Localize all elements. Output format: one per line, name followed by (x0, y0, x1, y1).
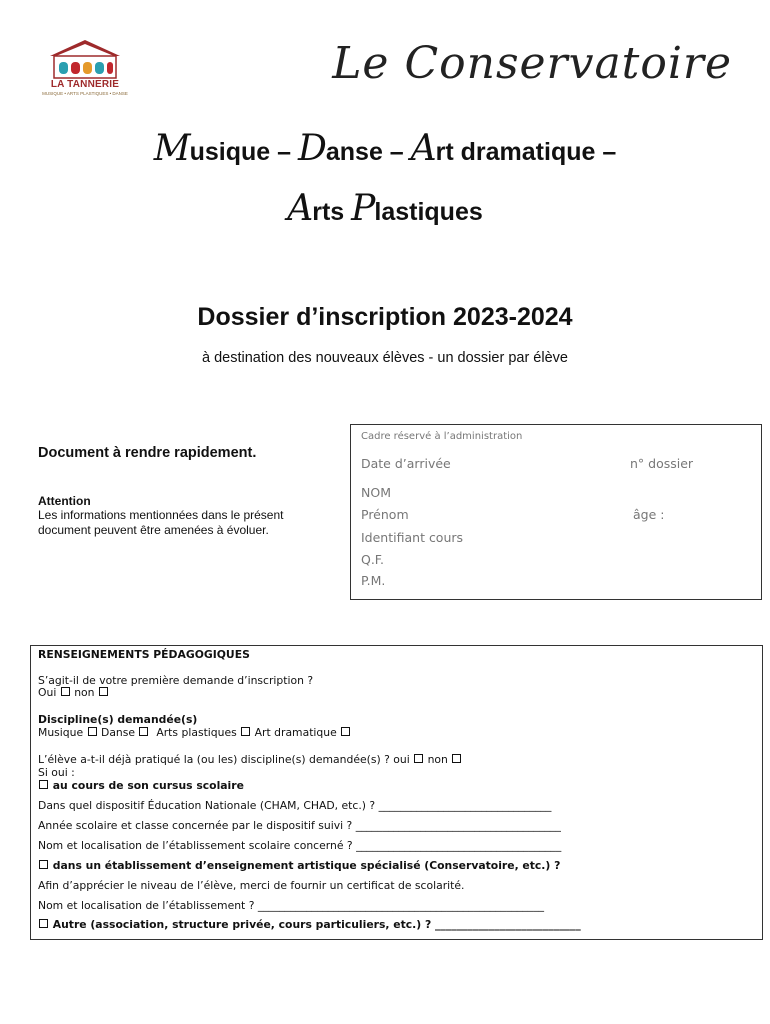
practiced-non-checkbox[interactable] (452, 754, 461, 763)
dispositif-field[interactable]: Dans quel dispositif Éducation Nationale (CHAM, CHAD, etc.) ? ________________________________ (38, 799, 552, 812)
localisation-etablissement-field[interactable]: Nom et localisation de l’établissement ? _____________________________________________________ (38, 899, 544, 912)
render-notice: Document à rendre rapidement. (38, 445, 257, 461)
attention-text: Les informations mentionnées dans le présent document peuvent être amenées à évoluer. (38, 508, 284, 537)
localisation-scolaire-field[interactable]: Nom et localisation de l’établissement scolaire concerné ? ______________________________________ (38, 839, 562, 852)
pedagogie-box (30, 645, 763, 940)
qf-field[interactable]: Q.F. (361, 552, 384, 567)
autre-option: Autre (association, structure privée, cours particuliers, etc.) ? ___________________________ (38, 918, 581, 931)
non-checkbox[interactable] (99, 687, 108, 696)
question-practiced: L’élève a-t-il déjà pratiqué la (ou les) discipline(s) demandée(s) ? oui non (38, 753, 462, 766)
arts-plastiques-checkbox[interactable] (241, 727, 250, 736)
musique-checkbox[interactable] (88, 727, 97, 736)
title-line-2: Arts Plastiques (287, 188, 483, 229)
etablissement-option: dans un établissement d’enseignement artistique spécialisé (Conservatoire, etc.) ? (38, 859, 560, 872)
dossier-title: Dossier d’inscription 2023-2024 (197, 303, 573, 331)
prenom-field[interactable]: Prénom (361, 507, 409, 522)
nom-field[interactable]: NOM (361, 485, 391, 500)
dossier-number-field[interactable]: n° dossier (630, 456, 694, 471)
age-field[interactable]: âge : (633, 507, 665, 522)
discipline-label: Discipline(s) demandée(s) (38, 713, 198, 726)
tannerie-logo (40, 26, 130, 110)
dossier-subtitle: à destination des nouveaux élèves - un dossier par élève (202, 350, 568, 366)
brand-title: Le Conservatoire (332, 38, 732, 89)
pedagogie-heading: RENSEIGNEMENTS PÉDAGOGIQUES (38, 648, 250, 661)
admin-header: Cadre réservé à l’administration (361, 431, 523, 442)
danse-checkbox[interactable] (139, 727, 148, 736)
discipline-options: Musique Danse Arts plastiques Art dramatique (38, 726, 351, 739)
first-request-options: Oui non (38, 686, 109, 699)
cursus-option: au cours de son cursus scolaire (38, 779, 244, 792)
cursus-checkbox[interactable] (39, 780, 48, 789)
attention-title: Attention (38, 494, 91, 508)
question-first: S’agit-il de votre première demande d’inscription ? (38, 674, 314, 687)
autre-checkbox[interactable] (39, 919, 48, 928)
si-oui-label: Si oui : (38, 766, 75, 779)
pm-field[interactable]: P.M. (361, 573, 386, 588)
identifiant-field[interactable]: Identifiant cours (361, 530, 464, 545)
oui-checkbox[interactable] (61, 687, 70, 696)
annee-field[interactable]: Année scolaire et classe concernée par le dispositif suivi ? ______________________________________ (38, 819, 561, 832)
logo-tagline: MUSIQUE • ARTS PLASTIQUES • DANSE (42, 91, 128, 96)
logo-name: LA TANNERIE (50, 79, 120, 90)
etablissement-checkbox[interactable] (39, 860, 48, 869)
admin-box (350, 424, 762, 600)
art-dramatique-checkbox[interactable] (341, 727, 350, 736)
title-line-1: Musique – Danse – Art dramatique – (153, 128, 617, 169)
practiced-oui-checkbox[interactable] (414, 754, 423, 763)
certificat-note: Afin d’apprécier le niveau de l’élève, merci de fournir un certificat de scolarité. (38, 879, 465, 892)
date-arrivee-field[interactable]: Date d’arrivée (361, 456, 451, 471)
